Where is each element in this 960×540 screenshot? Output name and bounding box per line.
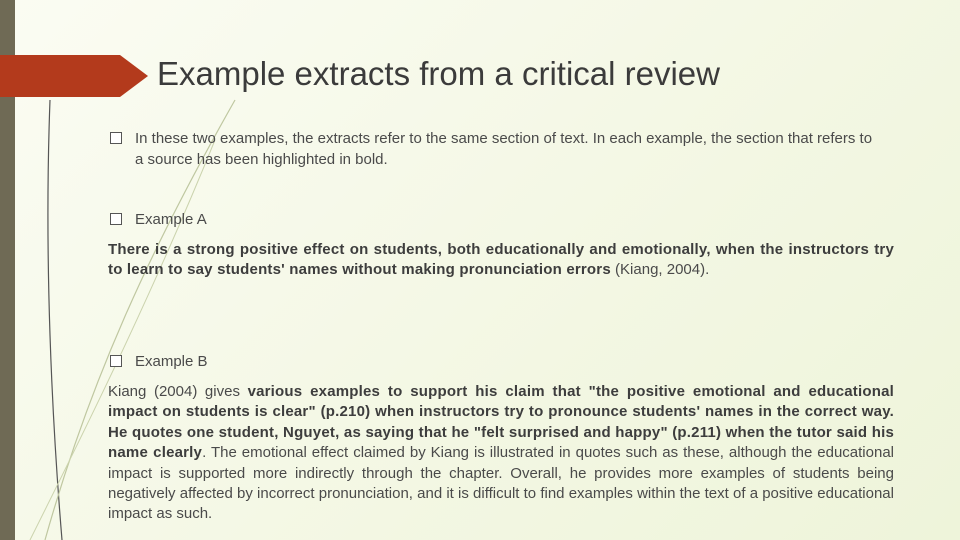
bullet-square-icon (110, 132, 122, 144)
example-a-paragraph (108, 240, 894, 281)
title-accent-bar (0, 55, 148, 97)
example-b-bullet (110, 351, 208, 372)
example-a-bullet (110, 209, 207, 230)
example-b-paragraph (108, 382, 894, 525)
example-a-bold-text: There is a strong positive effect on students, both educationally and emotionally, when the instructors try to learn to say students' names without making pronunciation errors (108, 241, 894, 279)
example-b-rest: . The emotional effect claimed by Kiang is illustrated in quotes such as these, although the educational impact is supported more indirectly through the chapter. Overall, he provides more examples of students being negatively affected by incorrect pronunciation, and it is difficult to find examples within the text of a positive educational impact as such. (108, 444, 894, 523)
example-b-heading: Example B (135, 353, 208, 370)
intro-text: In these two examples, the extracts refer to the same section of text. In each example, the section that refers to a source has been highlighted in bold. (135, 130, 873, 168)
intro-bullet (110, 128, 880, 170)
example-a-heading: Example A (135, 211, 207, 228)
bullet-square-icon (110, 355, 122, 367)
example-b-bold-text: various examples to support his claim that "the positive emotional and educational impact on students is clear" (p.210) when instructors try to pronounce students' names in the correct way. He quotes one student, Nguyet, as saying that he "felt surprised and happy" (p.211) when the tutor said his name clearly (108, 383, 894, 462)
slide-title: Example extracts from a critical review (157, 55, 720, 92)
example-b-lead: Kiang (2004) gives (108, 383, 248, 400)
bullet-square-icon (110, 213, 122, 225)
example-a-citation: (Kiang, 2004). (610, 261, 710, 279)
